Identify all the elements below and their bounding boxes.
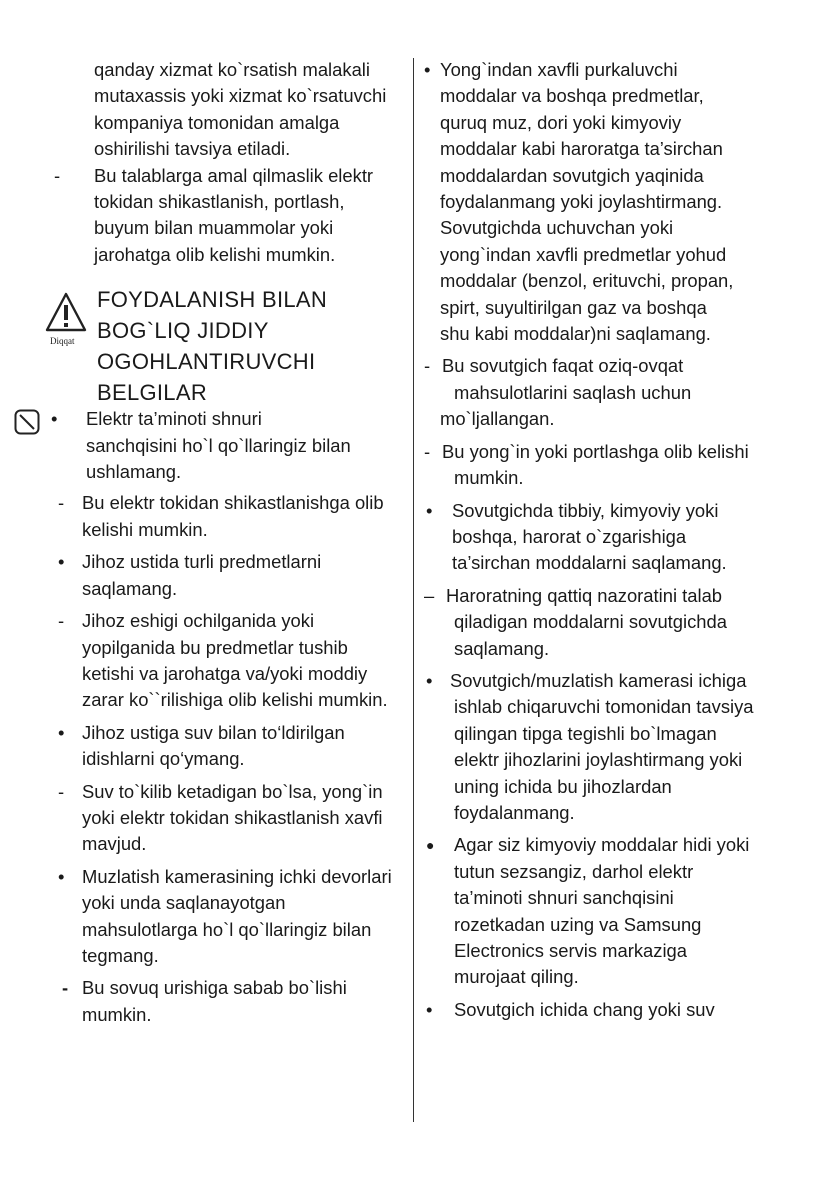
text-line: ketishi va jarohatga va/yoki moddiy <box>82 662 368 684</box>
intro-paragraph <box>40 57 408 163</box>
left-column <box>40 57 408 1028</box>
text-line: tokidan shikastlanish, portlash, <box>94 191 345 213</box>
text-line: Yong`indan xavfli purkaluvchi <box>440 59 678 80</box>
text-line: moddalar va boshqa predmetlar, <box>440 85 704 107</box>
text-line: mutaxassis yoki xizmat ko`rsatuvchi <box>94 85 387 107</box>
consequence-item <box>40 163 408 269</box>
warning-triangle-icon <box>44 290 88 338</box>
text-line: Bu elektr tokidan shikastlanishga olib <box>82 492 384 514</box>
warning-section <box>40 284 408 408</box>
text-line: spirt, suyultirilgan gaz va boshqa <box>440 296 707 318</box>
dash-marker: - <box>58 780 65 802</box>
text-line: Haroratning qattiq nazoratini talab <box>446 584 723 606</box>
text-line: saqlamang. <box>454 637 550 659</box>
list-item <box>40 608 408 714</box>
text-line: yopilganida bu predmetlar tushib <box>82 636 348 658</box>
text-line: Sovutgichda tibbiy, kimyoviy yoki <box>452 499 719 521</box>
text-line: Sovutgich/muzlatish kamerasi ichiga <box>450 669 747 691</box>
text-line: mahsulotlarini saqlash uchun <box>454 381 692 403</box>
text-line: Muzlatish kamerasining ichki devorlari <box>82 865 392 887</box>
text-line: mumkin. <box>82 1003 152 1025</box>
list-item <box>40 779 408 858</box>
text-line: kompaniya tomonidan amalga <box>94 111 340 133</box>
text-line: mahsulotlarga ho`l qo`llaringiz bilan <box>82 918 372 940</box>
text-line: shu kabi moddalar)ni saqlamang. <box>440 323 711 345</box>
warning-label: Diqqat <box>50 336 75 347</box>
list-item <box>422 832 802 990</box>
bullet-marker: • <box>426 998 433 1020</box>
text-line: qilingan tipga tegishli bo`lmagan <box>454 722 717 744</box>
text-line: moddalar (benzol, erituvchi, propan, <box>440 270 734 292</box>
text-line: idishlarni qo‘ymang. <box>82 748 245 770</box>
text-line: kelishi mumkin. <box>82 518 208 540</box>
text-line: foydalanmang yoki joylashtirmang. <box>440 191 723 213</box>
bullet-marker: • <box>426 499 433 521</box>
text-line: oshirilishi tavsiya etiladi. <box>94 138 291 160</box>
text-line: foydalanmang. <box>454 801 575 823</box>
text-line: boshqa, harorat o`zgarishiga <box>452 525 687 547</box>
heading-line: BELGILAR <box>97 380 208 406</box>
list-item <box>40 720 408 773</box>
dash-marker: - <box>62 977 69 999</box>
bullet-marker: • <box>58 721 65 743</box>
text-line: yoki elektr tokidan shikastlanish xavfi <box>82 806 383 828</box>
text-line: yong`indan xavfli predmetlar yohud <box>440 243 727 265</box>
text-line: Agar siz kimyoviy moddalar hidi yoki <box>454 834 750 856</box>
text-line: Bu talablarga amal qilmaslik elektr <box>94 164 374 186</box>
text-line: Sovutgich ichida chang yoki suv <box>454 998 715 1020</box>
text-line: Bu sovutgich faqat oziq-ovqat <box>442 355 684 377</box>
heading-line: FOYDALANISH BILAN <box>97 287 328 313</box>
right-column <box>422 57 802 1023</box>
text-line: qanday xizmat ko`rsatish malakali <box>94 59 370 80</box>
text-line: elektr jihozlarini joylashtirmang yoki <box>454 749 743 771</box>
list-item <box>422 57 802 347</box>
prohibited-icon <box>14 409 40 435</box>
text-line: Bu sovuq urishiga sabab bo`lishi <box>82 977 347 999</box>
list-item <box>422 498 802 577</box>
text-line: Elektr ta’minoti shnuri <box>86 408 262 430</box>
text-line: zarar ko``rilishiga olib kelishi mumkin. <box>82 689 388 711</box>
text-line: mo`ljallangan. <box>440 408 555 430</box>
text-line: moddalar kabi haroratga ta’sirchan <box>440 138 723 160</box>
bullet-marker: • <box>58 551 65 573</box>
dash-marker: – <box>424 584 435 606</box>
list-item <box>422 439 802 492</box>
text-line: ushlamang. <box>86 461 182 483</box>
text-line: Electronics servis markaziga <box>454 940 688 961</box>
list-item <box>40 490 408 543</box>
text-line: Suv to`kilib ketadigan bo`lsa, yong`in <box>82 780 383 802</box>
text-line: rozetkadan uzing va Samsung <box>454 913 702 935</box>
text-line: qiladigan moddalarni sovutgichda <box>454 611 727 633</box>
heading-line: BOG`LIQ JIDDIY <box>97 318 269 344</box>
dash-marker: - <box>424 355 431 377</box>
text-line: sanchqisini ho`l qo`llaringiz bilan <box>86 434 351 456</box>
text-line: tegmang. <box>82 944 159 966</box>
bullet-marker: • <box>58 865 65 887</box>
text-line: tutun sezsangiz, darhol elektr <box>454 860 694 882</box>
text-line: ishlab chiqaruvchi tomonidan tavsiya <box>454 696 754 718</box>
text-line: murojaat qiling. <box>454 966 579 988</box>
text-line: uning ichida bu jihozlardan <box>454 775 672 797</box>
list-item <box>422 997 802 1023</box>
text-line: quruq muz, dori yoki kimyoviy <box>440 111 682 133</box>
text-line: buyum bilan muammolar yoki <box>94 217 334 239</box>
list-item <box>40 975 408 1028</box>
dash-marker: - <box>54 164 61 186</box>
text-line: mavjud. <box>82 833 147 855</box>
text-line: yoki unda saqlanayotgan <box>82 892 286 914</box>
column-divider <box>413 58 414 1122</box>
bullet-marker: • <box>424 59 431 80</box>
warning-heading <box>97 284 397 408</box>
list-item <box>422 353 802 432</box>
text-line: Jihoz eshigi ochilganida yoki <box>82 610 315 632</box>
list-item <box>40 549 408 602</box>
list-item <box>422 668 802 826</box>
text-line: ta’minoti shnuri sanchqisini <box>454 887 674 909</box>
text-line: Bu yong`in yoki portlashga olib kelishi <box>442 440 749 462</box>
dash-marker: - <box>58 492 65 514</box>
text-line: Sovutgichda uchuvchan yoki <box>440 217 674 239</box>
heading-line: OGOHLANTIRUVCHI <box>97 349 316 375</box>
bullet-marker: ● <box>426 837 435 854</box>
dash-marker: - <box>58 610 65 632</box>
list-item <box>422 583 802 662</box>
text-line: mumkin. <box>454 467 524 489</box>
text-line: Jihoz ustiga suv bilan to‘ldirilgan <box>82 721 345 743</box>
text-line: jarohatga olib kelishi mumkin. <box>94 243 336 265</box>
list-item <box>40 864 408 970</box>
dash-marker: - <box>424 440 431 462</box>
text-line: saqlamang. <box>82 577 178 599</box>
text-line: ta’sirchan moddalarni saqlamang. <box>452 552 727 574</box>
text-line: moddalardan sovutgich yaqinida <box>440 164 704 186</box>
text-line: Jihoz ustida turli predmetlarni <box>82 551 322 573</box>
bullet-marker: • <box>51 408 58 430</box>
bullet-marker: • <box>426 669 433 691</box>
prohibited-item <box>4 406 408 485</box>
